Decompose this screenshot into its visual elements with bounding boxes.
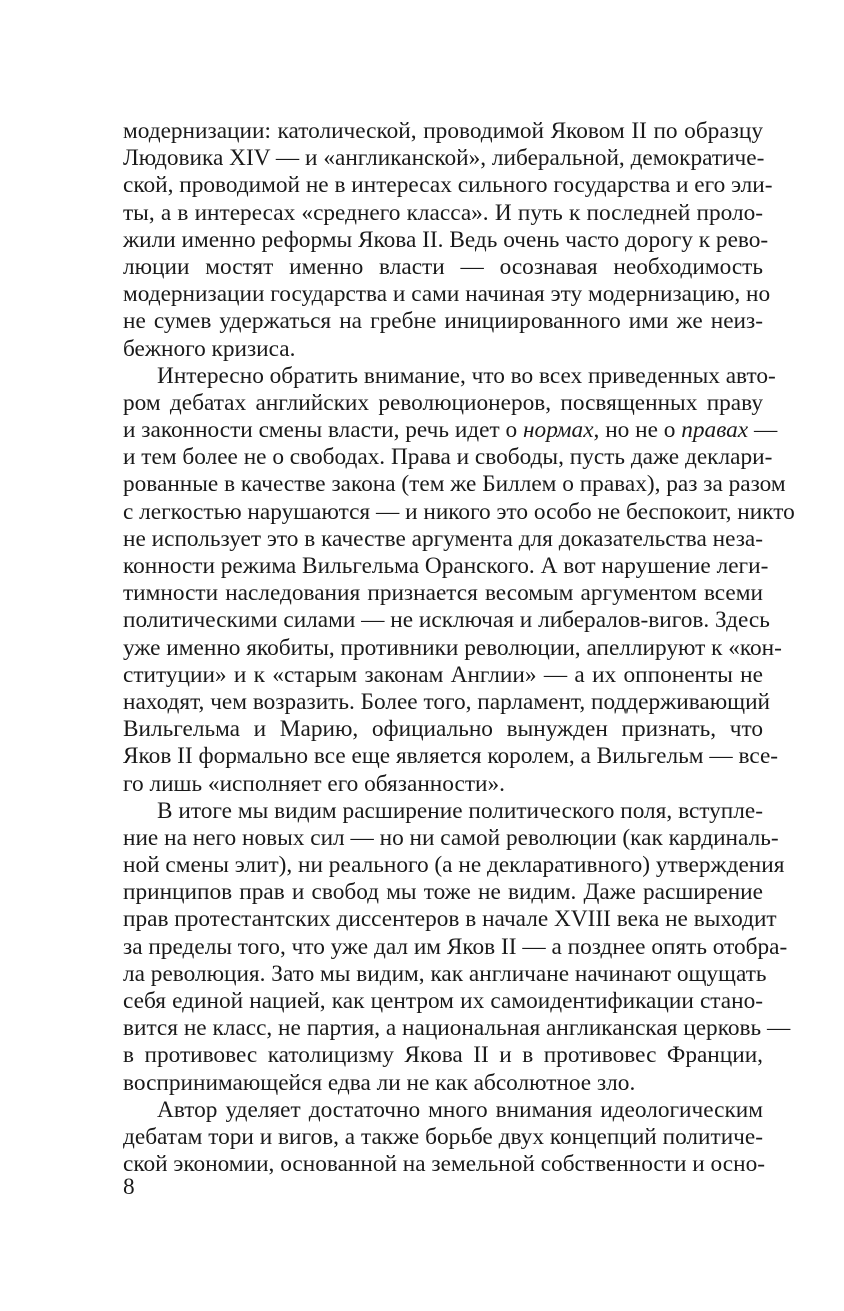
italic-term: нормах: [522, 417, 594, 444]
page-number: 8: [123, 1174, 135, 1200]
text-line: Людовика XIV — и «англиканской», либеральной, демократиче-: [123, 145, 765, 172]
text-line: воспринимающейся едва ли не как абсолютное зло.: [123, 1069, 636, 1096]
text-line: политическими силами — не исключая и либералов-вигов. Здесь: [123, 607, 770, 634]
page-body: [123, 118, 795, 1178]
text-segment: —: [748, 417, 778, 444]
text-line: дебатам тори и вигов, а также борьбе двух концепций политиче-: [123, 1123, 763, 1150]
text-line: ром дебатах английских революционеров, посвященных праву: [123, 389, 763, 416]
text-line: ституции» и к «старым законам Англии» — а их оппоненты не: [123, 661, 763, 688]
text-line: ной смены элит), ни реального (а не декларативного) утверждения: [123, 852, 785, 879]
text-line: ла революция. Зато мы видим, как англичане начинают ощущать: [123, 960, 767, 987]
text-line: Вильгельма и Марию, официально вынужден признать, что: [123, 716, 763, 743]
text-line: принципов прав и свобод мы тоже не видим. Даже расширение: [123, 879, 763, 906]
text-line: го лишь «исполняет его обязанности».: [123, 770, 505, 797]
text-line: В итоге мы видим расширение политического поля, вступле-: [157, 797, 763, 824]
text-line: себя единой нацией, как центром их самоидентификации стано-: [123, 988, 763, 1014]
text-line: ты, а в интересах «среднего класса». И путь к последней проло-: [123, 199, 763, 226]
text-line: люции мостят именно власти — осознавая необходимость: [123, 253, 763, 280]
text-line: уже именно якобиты, противники революции, апеллируют к «кон-: [123, 634, 782, 661]
text-line: находят, чем возразить. Более того, парламент, поддерживающий: [123, 688, 771, 715]
text-line: модернизации государства и сами начиная эту модернизацию, но: [123, 281, 771, 308]
text-line: ской экономии, основанной на земельной собственности и осно-: [123, 1151, 765, 1178]
text-line: не сумев удержаться на гребне инициированного ими же неиз-: [123, 308, 763, 335]
text-line: Автор уделяет достаточно много внимания идеологическим: [157, 1096, 763, 1123]
text-line: рованные в качестве закона (тем же Биллем о правах), раз за разом: [123, 471, 786, 498]
text-line: не использует это в качестве аргумента для доказательства неза-: [123, 525, 764, 552]
italic-term: правах: [681, 417, 749, 444]
paragraph: [123, 362, 795, 798]
text-line: ние на него новых сил — но ни самой революции (как кардиналь-: [123, 824, 779, 851]
text-line: [123, 417, 778, 444]
text-line: за пределы того, что уже дал им Яков II — а позднее опять отобра-: [123, 933, 788, 960]
text-segment: , но не о: [593, 417, 682, 444]
paragraph: [123, 797, 791, 1097]
text-segment: и законности смены власти, речь идет о: [123, 417, 523, 444]
text-line: ской, проводимой не в интересах сильного государства и его эли-: [123, 172, 773, 199]
text-line: Яков II формально все еще является королем, а Вильгельм — все-: [123, 743, 779, 770]
text-line: модернизации: католической, проводимой Яковом II по образцу: [123, 118, 763, 144]
text-line: и тем более не о свободах. Права и свободы, пусть даже деклари-: [123, 444, 773, 471]
paragraphs-container: [123, 118, 795, 1178]
text-line: прав протестантских диссентеров в начале XVIII века не выходит: [123, 906, 777, 933]
paragraph: [123, 1097, 763, 1179]
text-line: бежного кризиса.: [123, 335, 296, 362]
text-line: Интересно обратить внимание, что во всех приведенных авто-: [157, 362, 776, 389]
text-line: в противовес католицизму Якова II и в противовес Франции,: [123, 1042, 763, 1069]
text-line: тимности наследования признается весомым аргументом всеми: [123, 580, 763, 607]
text-line: с легкостью нарушаются — и никого это особо не беспокоит, никто: [123, 498, 795, 525]
text-line: конности режима Вильгельма Оранского. А вот нарушение леги-: [123, 553, 769, 579]
text-line: вится не класс, не партия, а национальная англиканская церковь —: [123, 1015, 791, 1042]
paragraph: [123, 118, 773, 363]
text-line: жили именно реформы Якова II. Ведь очень часто дорогу к рево-: [123, 226, 769, 253]
